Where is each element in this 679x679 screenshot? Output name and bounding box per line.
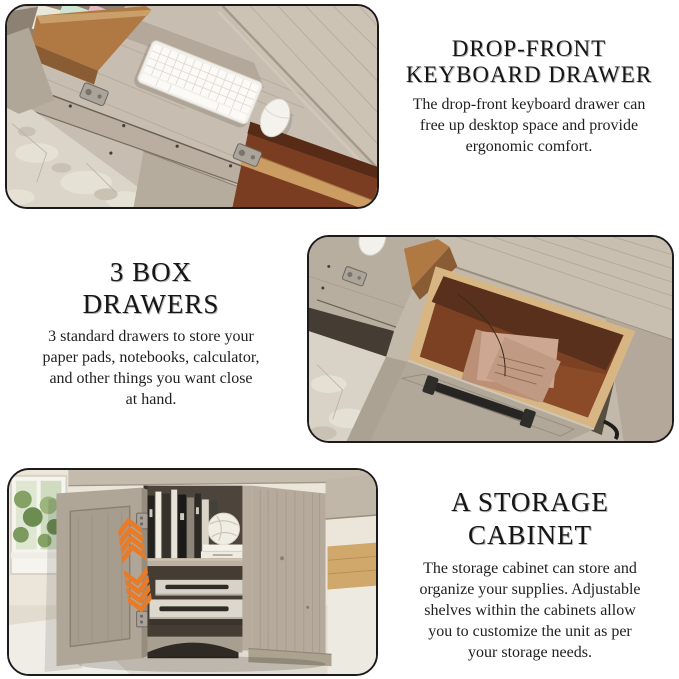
- box-drawers-description: [2, 326, 300, 410]
- title-line: A STORAGE: [451, 487, 609, 517]
- body-line: at hand.: [125, 391, 177, 408]
- cabinet-interior: [142, 486, 243, 637]
- keyboard-drawer-description: [380, 94, 678, 157]
- body-line: paper pads, notebooks, calculator,: [42, 349, 260, 366]
- title-line: 3 BOX: [109, 257, 193, 287]
- white-book-stack: [201, 545, 243, 559]
- title-line: KEYBOARD DRAWER: [405, 62, 653, 87]
- box-drawer-illustration: [309, 237, 672, 441]
- storage-cabinet-text-block: [382, 486, 678, 663]
- storage-cabinet-illustration: [9, 470, 376, 674]
- cabinet-stile: [242, 486, 252, 651]
- cabinet-side-panel: [248, 486, 331, 666]
- storage-cabinet-description: [382, 558, 678, 663]
- body-line: The storage cabinet can store and: [423, 560, 637, 577]
- title-line: DRAWERS: [82, 289, 220, 319]
- keyboard-drawer-text-block: [380, 36, 678, 157]
- body-line: free up desktop space and provide: [419, 117, 639, 134]
- box-drawers-photo: [307, 235, 674, 443]
- body-line: 3 standard drawers to store your: [48, 328, 254, 345]
- storage-cabinet-title: [382, 486, 678, 552]
- body-line: and other things you want close: [49, 370, 253, 387]
- body-line: organize your supplies. Adjustable: [419, 581, 641, 598]
- body-line: your storage needs.: [468, 644, 592, 661]
- under-desk-view: [326, 474, 376, 674]
- title-line: CABINET: [468, 520, 592, 550]
- title-line: DROP-FRONT: [451, 36, 607, 61]
- keyboard-drawer-title: [380, 36, 678, 88]
- box-drawers-text-block: [2, 256, 300, 410]
- paper-trays: [149, 580, 242, 625]
- keyboard-drawer-photo: [5, 4, 379, 209]
- body-line: ergonomic comfort.: [465, 138, 593, 155]
- yarn-ball-decor: [208, 513, 240, 544]
- hinge-icon: [137, 611, 148, 627]
- storage-cabinet-photo: [7, 468, 378, 676]
- body-line: shelves within the cabinets allow: [424, 602, 636, 619]
- body-line: you to customize the unit as per: [428, 623, 632, 640]
- box-drawers-title: [2, 256, 300, 320]
- body-line: The drop-front keyboard drawer can: [412, 96, 646, 113]
- keyboard-drawer-illustration: [7, 6, 377, 207]
